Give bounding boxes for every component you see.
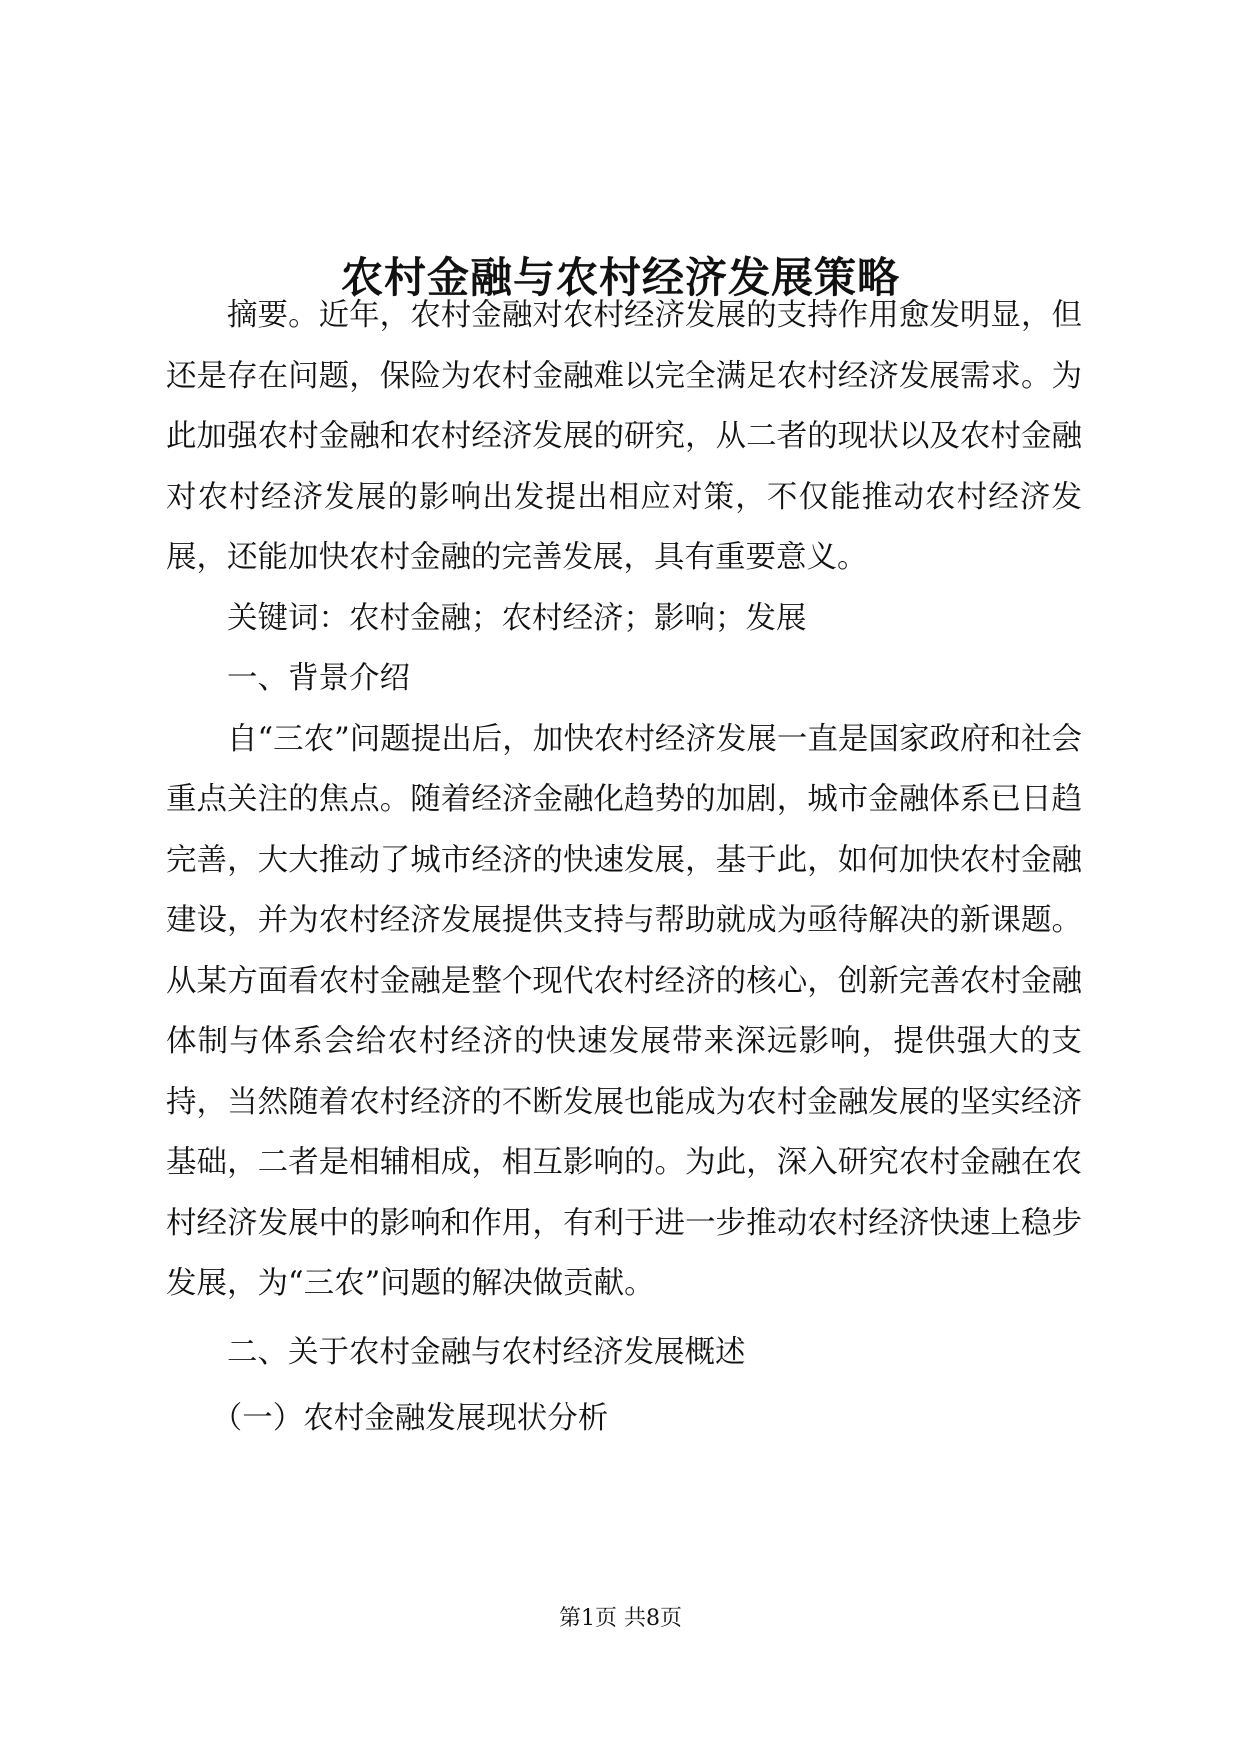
background-paragraph: 自“三农”问题提出后，加快农村经济发展一直是国家政府和社会重点关注的焦点。随着经济金融化趋势的加剧，城市金融体系已日趋完善，大大推动了城市经济的快速发展，基于此，如何加快农村金融建设，并为农村经济发展提供支持与帮助就成为亟待解决的新课题。从某方面看农村金融是整个现代农村经济的核心，创新完善农村金融体制与体系会给农村经济的快速发展带来深远影响，提供强大的支持，当然随着农村经济的不断发展也能成为农村金融发展的坚实经济基础，二者是相辅相成，相互影响的。为此，深入研究农村金融在农村经济发展中的影响和作用，有利于进一步推动农村经济快速上稳步发展，为“三农”问题的解决做贡献。 xyxy=(166,721,1082,1301)
page-footer: 第1页 共8页 xyxy=(559,1606,682,1631)
abstract-paragraph: 摘要。近年，农村金融对农村经济发展的支持作用愈发明显，但还是存在问题，保险为农村金融难以完全满足农村经济发展需求。为此加强农村金融和农村经济发展的研究，从二者的现状以及农村金融对农村经济发展的影响出发提出相应对策，不仅能推动农村经济发展，还能加快农村金融的完善发展，具有重要意义。 xyxy=(166,298,1082,575)
section-heading-overview: 二、关于农村金融与农村经济发展概述 xyxy=(227,1334,746,1370)
document-body xyxy=(166,286,1082,1450)
document-title: 农村金融与农村经济发展策略 xyxy=(340,253,900,303)
section-heading-background: 一、背景介绍 xyxy=(227,661,410,696)
keywords-line: 关键词：农村金融；农村经济；影响；发展 xyxy=(227,600,807,636)
subsection-heading-status: （一）农村金融发展现状分析 xyxy=(211,1401,609,1436)
